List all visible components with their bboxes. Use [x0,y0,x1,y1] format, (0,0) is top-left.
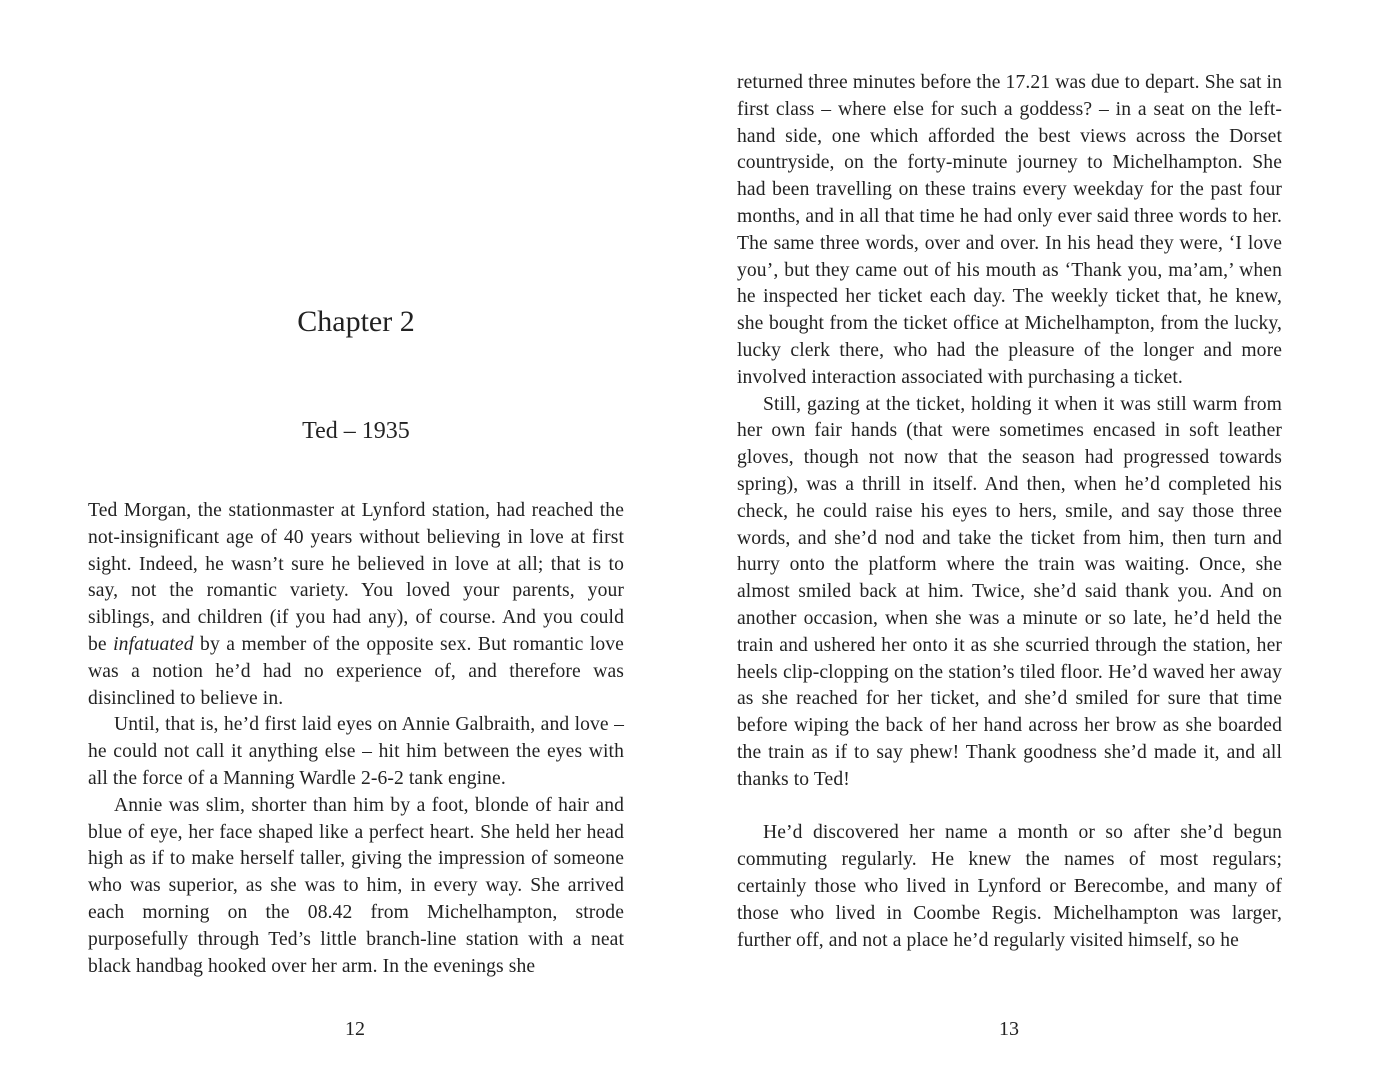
paragraph: He’d discovered her name a month or so after she’d begun commuting regularly. He knew the names of most regulars; certainly those who lived in Lynford or Berecombe, and many of those who lived in Coombe Regis. Michelhampton was larger, further off, and not a place he’d regularly visited himself, so he [737,822,1282,951]
page-number: 13 [999,1018,1019,1040]
chapter-subtitle: Ted – 1935 [302,418,410,444]
paragraph: Annie was slim, shorter than him by a foot, blonde of hair and blue of eye, her face shaped like a perfect heart. She held her head high as if to make herself taller, giving the impression of someone who was superior, as she was to him, in every way. She arrived each morning on the 08.42 from Michelhampton, strode purposefully through Ted’s little branch-line station with a neat black handbag hooked over her arm. In the evenings she [88,794,624,977]
left-body-text [88,498,624,980]
chapter-title: Chapter 2 [297,305,415,338]
paragraph-text: by a member of the opposite sex. But romantic love was a notion he’d had no experience of, and therefore was disinclined to believe in. [88,633,624,709]
right-body-text [737,70,1282,954]
paragraph: Until, that is, he’d first laid eyes on Annie Galbraith, and love – he could not call it anything else – hit him between the eyes with all the force of a Manning Wardle 2-6-2 tank engine. [88,714,624,789]
left-page [0,0,687,1080]
paragraph: returned three minutes before the 17.21 was due to depart. She sat in first class – where else for such a goddess? – in a seat on the left-hand side, one which afforded the best views across the Dorset countryside, on the forty-minute journey to Michelhampton. She had been travelling on these trains every weekday for the past four months, and in all that time he had only ever said three words to her. The same three words, over and over. In his head they were, ‘I love you’, but they came out of his mouth as ‘Thank you, ma’am,’ when he inspected her ticket each day. The weekly ticket that, he knew, she bought from the ticket office at Michelhampton, from the lucky, lucky clerk there, who had the pleasure of the longer and more involved interaction associated with purchasing a ticket. [737,72,1282,388]
paragraph [88,498,624,712]
page-number: 12 [345,1018,365,1040]
right-page [687,0,1375,1080]
emphasis-text: infatuated [113,633,194,655]
paragraph: Still, gazing at the ticket, holding it when it was still warm from her own fair hands (that were sometimes encased in soft leather gloves, though not now that the season had progressed towards spring), was a thrill in itself. And then, when he’d completed his check, he could raise his eyes to hers, smile, and say those three words, and she’d nod and take the ticket from him, then turn and hurry onto the platform where the train was waiting. Once, she almost smiled back at him. Twice, she’d said thank you. And on another occasion, when she was a minute or so late, he’d held the train and ushered her onto it as she scurried through the station, her heels clip-clopping on the station’s tiled floor. He’d waved her away as she reached for her ticket, and she’d smiled for sure that time before wiping the back of her hand across her brow as she boarded the train as if to say phew! Thank goodness she’d made it, and all thanks to Ted! [737,393,1282,790]
paragraph-text: Ted Morgan, the stationmaster at Lynford station, had reached the not-insignificant age of 40 years without believing in love at first sight. Indeed, he wasn’t sure he believed in love at all; that is to say, not the romantic variety. You loved your parents, your siblings, and children (if you had any), of course. And you could be [88,500,624,655]
